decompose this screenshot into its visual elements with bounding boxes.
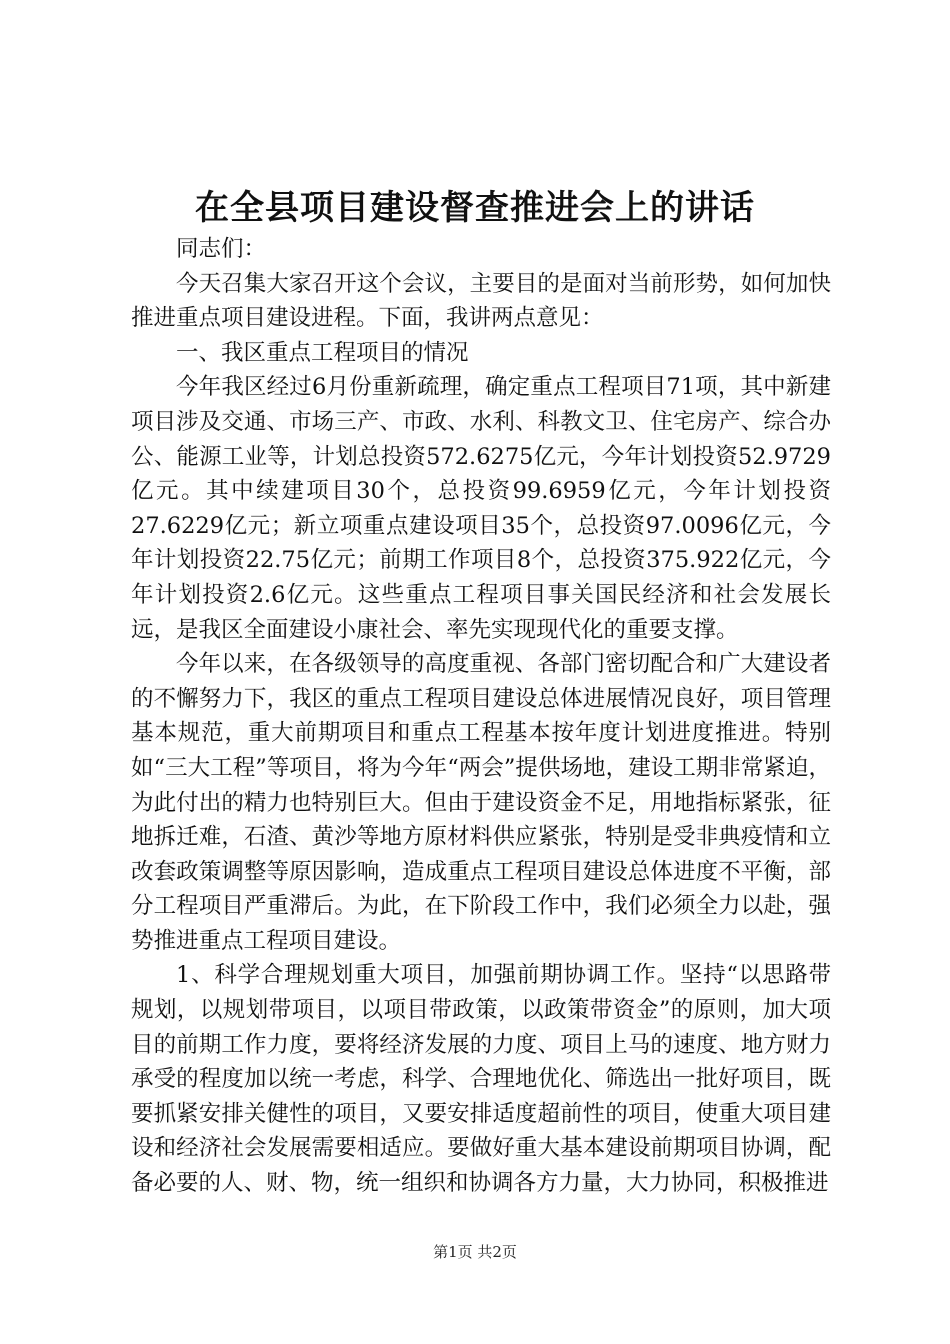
page-footer: 第1页 共2页 [433, 1243, 517, 1261]
body-paragraph: 今年我区经过6月份重新疏理，确定重点工程项目71项，其中新建项目涉及交通、市场三产、市政、水利、科教文卫、住宅房产、综合办公、能源工业等，计划总投资572.6275亿元，今年计划投资52.9729亿元。其中续建项目30个，总投资99.6959亿元，今年计划投资27.6229亿元；新立项重点建设项目35个，总投资97.0096亿元，今年计划投资22.75亿元；前期工作项目8个，总投资375.922亿元，今年计划投资2.6亿元。这些重点工程项目事关国民经济和社会发展长远，是我区全面建设小康社会、率先实现现代化的重要支撑。 [131, 374, 831, 643]
section-heading: 一、我区重点工程项目的情况 [176, 339, 469, 366]
body-paragraph: 1、科学合理规划重大项目，加强前期协调工作。坚持“以思路带规划，以规划带项目，以项目带政策，以政策带资金”的原则，加大项目的前期工作力度，要将经济发展的力度、项目上马的速度、地方财力承受的程度加以统一考虑，科学、合理地优化、筛选出一批好项目，既要抓紧安排关健性的项目，又要安排适度超前性的项目，使重大项目建设和经济社会发展需要相适应。要做好重大基本建设前期项目协调，配备必要的人、财、物，统一组织和协调各方力量，大力协同，积极推进 [131, 962, 831, 1197]
intro-paragraph: 今天召集大家召开这个会议，主要目的是面对当前形势，如何加快推进重点项目建设进程。下面，我讲两点意见： [131, 270, 831, 332]
body-paragraph: 今年以来，在各级领导的高度重视、各部门密切配合和广大建设者的不懈努力下，我区的重点工程项目建设总体进展情况良好，项目管理基本规范，重大前期项目和重点工程基本按年度计划进度推进。特别如“三大工程”等项目，将为今年“两会”提供场地，建设工期非常紧迫，为此付出的精力也特别巨大。但由于建设资金不足，用地指标紧张，征地拆迁难，石渣、黄沙等地方原材料供应紧张，特别是受非典疫情和立改套政策调整等原因影响，造成重点工程项目建设总体进度不平衡，部分工程项目严重滞后。为此，在下阶段工作中，我们必须全力以赴，强势推进重点工程项目建设。 [131, 651, 831, 954]
document-title: 在全县项目建设督查推进会上的讲话 [195, 188, 755, 228]
salutation-paragraph: 同志们： [176, 236, 267, 262]
document-body [131, 232, 831, 1201]
